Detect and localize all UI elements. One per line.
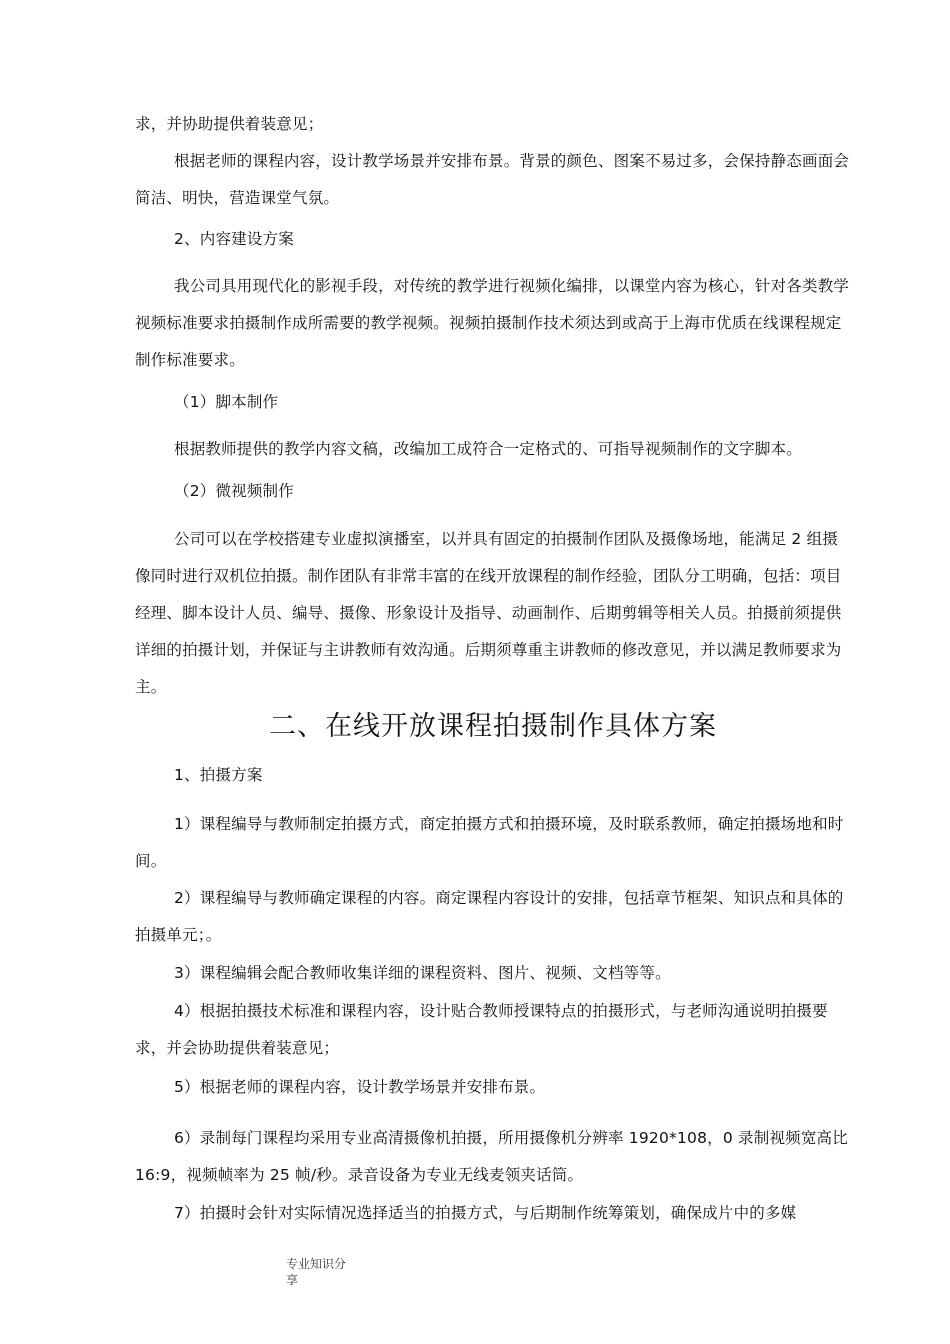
subheading-micro-video: （2）微视频制作 xyxy=(174,482,294,500)
paragraph-scene-design: 根据老师的课程内容，设计教学场景并安排布景。背景的颜色、图案不易过多，会保持静态画面会简洁、明快，营造课堂气氛。 xyxy=(135,152,850,207)
list-item-4: 4）根据拍摄技术标准和课程内容，设计贴合教师授课特点的拍摄形式，与老师沟通说明拍摄要求，并会协助提供着装意见； xyxy=(135,1002,828,1057)
subheading-shooting-plan: 1、拍摄方案 xyxy=(174,766,263,784)
list-item-6: 6）录制每门课程均采用专业高清摄像机拍摄，所用摄像机分辨率 1920*108，0 录制视频宽高比 16:9，视频帧率为 25 帧/秒。录音设备为专业无线麦领夹话筒。 xyxy=(135,1129,848,1184)
paragraph-continuation: 求，并协助提供着装意见； xyxy=(135,115,324,133)
footer-line-2: 享 xyxy=(286,1273,299,1287)
list-item-5: 5）根据老师的课程内容，设计教学场景并安排布景。 xyxy=(174,1078,546,1096)
list-item-3: 3）课程编辑会配合教师收集详细的课程资料、图片、视频、文档等等。 xyxy=(174,964,671,982)
list-item-2: 2）课程编导与教师确定课程的内容。商定课程内容设计的安排，包括章节框架、知识点和具体的拍摄单元；。 xyxy=(135,889,844,944)
subheading-script: （1）脚本制作 xyxy=(174,393,279,411)
paragraph-company-intro: 我公司具用现代化的影视手段，对传统的教学进行视频化编排，以课堂内容为核心，针对各类教学视频标准要求拍摄制作成所需要的教学视频。视频拍摄制作技术须达到或高于上海市优质在线课程规定制作标准要求。 xyxy=(135,277,850,369)
section-heading: 二、在线开放课程拍摄制作具体方案 xyxy=(269,711,717,742)
subheading-content-plan: 2、内容建设方案 xyxy=(174,230,294,248)
page-footer xyxy=(286,1256,366,1288)
footer-line-1: 专业知识分 xyxy=(286,1257,347,1271)
paragraph-micro-video: 公司可以在学校搭建专业虚拟演播室，以并具有固定的拍摄制作团队及摄像场地，能满足 2 组摄像同时进行双机位拍摄。制作团队有非常丰富的在线开放课程的制作经验，团队分工明确，包括：项目经理、脚本设计人员、编导、摄像、形象设计及指导、动画制作、后期剪辑等相关人员。拍摄前须提供详细的拍摄计划，并保证与主讲教师有效沟通。后期须尊重主讲教师的修改意见，并以满足教师要求为主。 xyxy=(135,530,842,696)
paragraph-script: 根据教师提供的教学内容文稿，改编加工成符合一定格式的、可指导视频制作的文字脚本。 xyxy=(174,440,803,458)
list-item-1: 1）课程编导与教师制定拍摄方式，商定拍摄方式和拍摄环境，及时联系教师，确定拍摄场地和时间。 xyxy=(135,815,844,870)
list-item-7: 7）拍摄时会针对实际情况选择适当的拍摄方式，与后期制作统筹策划，确保成片中的多媒 xyxy=(174,1204,797,1222)
